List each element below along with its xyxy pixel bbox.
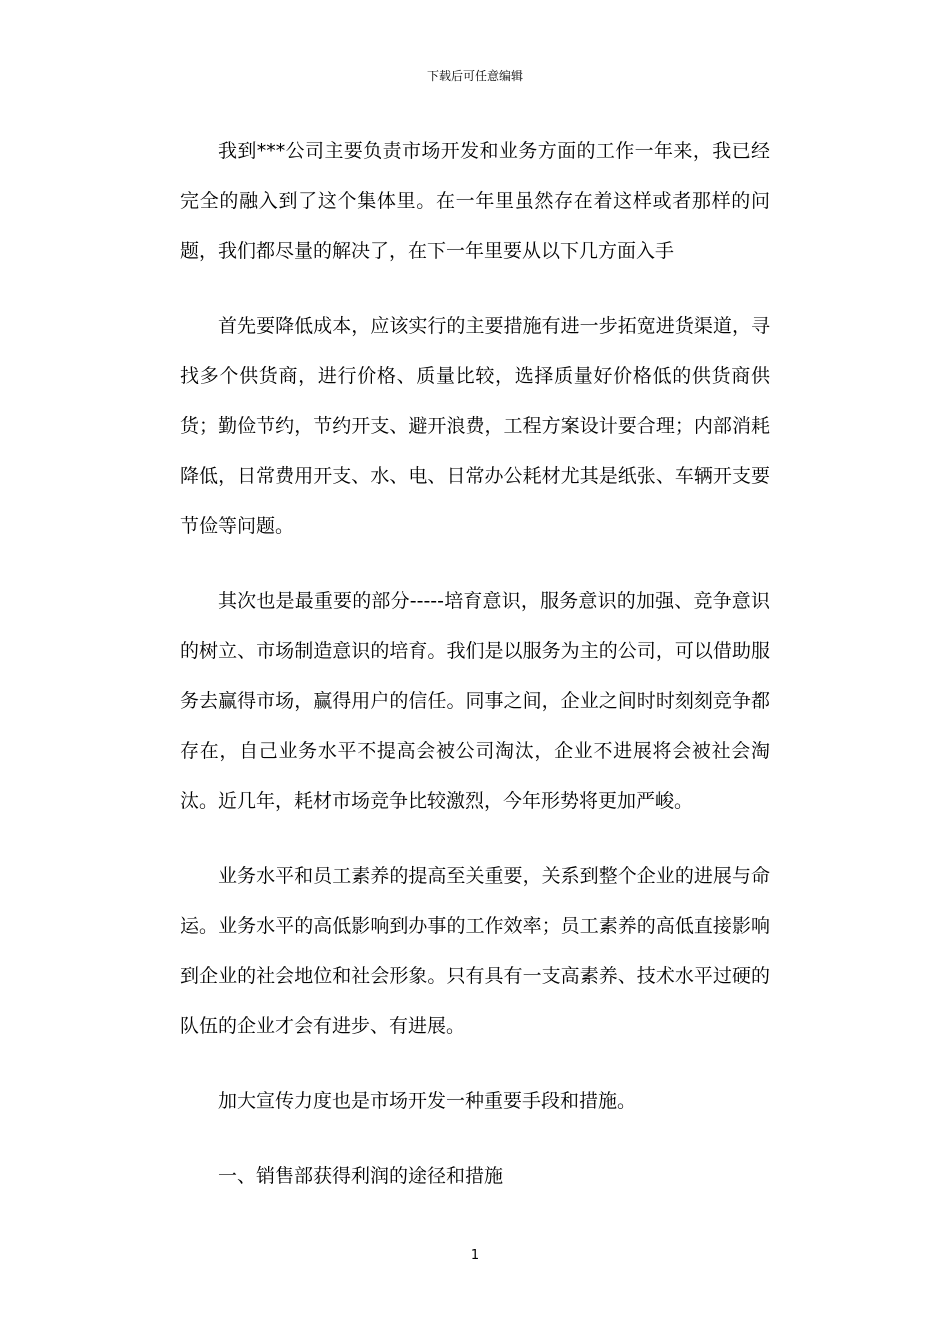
paragraph-staff-quality: 业务水平和员工素养的提高至关重要，关系到整个企业的进展与命运。业务水平的高低影响到办事的工作效率；员工素养的高低直接影响到企业的社会地位和社会形象。只有具有一支高素养、技术水平过硬的队伍的企业才会有进步、有进展。 bbox=[180, 865, 770, 1037]
paragraph-awareness: 其次也是最重要的部分-----培育意识，服务意识的加强、竞争意识的树立、市场制造意识的培育。我们是以服务为主的公司，可以借助服务去赢得市场，赢得用户的信任。同事之间，企业之间时时刻刻竞争都存在，自己业务水平不提高会被公司淘汰，企业不进展将会被社会淘汰。近几年，耗材市场竞争比较激烈，今年形势将更加严峻。 bbox=[180, 590, 770, 812]
page-number: 1 bbox=[470, 1248, 480, 1263]
document-body bbox=[180, 126, 770, 1201]
paragraph-cost-reduction: 首先要降低成本，应该实行的主要措施有进一步拓宽进货渠道，寻找多个供货商，进行价格、质量比较，选择质量好价格低的供货商供货；勤俭节约，节约开支、避开浪费，工程方案设计要合理；内部消耗降低，日常费用开支、水、电、日常办公耗材尤其是纸张、车辆开支要节俭等问题。 bbox=[180, 315, 770, 537]
paragraph-intro: 我到***公司主要负责市场开发和业务方面的工作一年来，我已经完全的融入到了这个集体里。在一年里虽然存在着这样或者那样的问题，我们都尽量的解决了，在下一年里要从以下几方面入手 bbox=[180, 140, 770, 262]
section-heading: 一、销售部获得利润的途径和措施 bbox=[218, 1165, 504, 1187]
paragraph-publicity: 加大宣传力度也是市场开发一种重要手段和措施。 bbox=[218, 1090, 637, 1112]
page-header: 下载后可任意编辑 bbox=[426, 69, 523, 83]
